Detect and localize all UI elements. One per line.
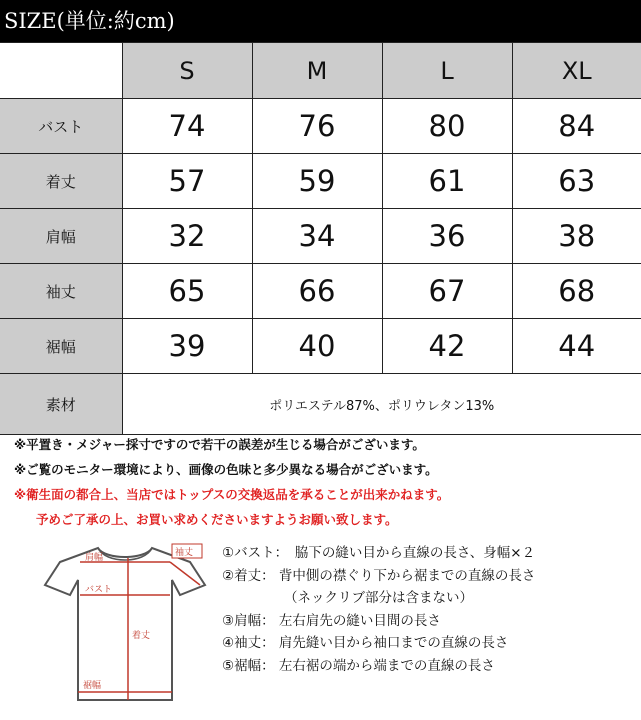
- cell-value: 57: [122, 154, 252, 209]
- table-row: [0, 154, 641, 209]
- material-value: ポリエステル87%、ポリウレタン13%: [122, 374, 641, 435]
- measure-sleeve: ④袖丈： 肩先縫い目から袖口までの直線の長さ: [222, 635, 509, 651]
- cell-value: 80: [382, 99, 512, 154]
- cell-value: 44: [512, 319, 641, 374]
- length-label: 着丈: [132, 631, 151, 641]
- size-col-m: M: [252, 43, 382, 99]
- size-col-s: S: [122, 43, 252, 99]
- cell-value: 65: [122, 264, 252, 319]
- cell-value: 42: [382, 319, 512, 374]
- size-col-l: L: [382, 43, 512, 99]
- cell-value: 59: [252, 154, 382, 209]
- cell-value: 66: [252, 264, 382, 319]
- cell-value: 36: [382, 209, 512, 264]
- tshirt-diagram: [40, 540, 210, 710]
- measurement-guide: [222, 542, 637, 677]
- measure-length-note: （ネックリブ部分は含まない）: [284, 590, 473, 606]
- size-table: [0, 42, 641, 435]
- cell-value: 84: [512, 99, 641, 154]
- corner-cell: [0, 43, 122, 99]
- note-measurement-error: ※平置き・メジャー採寸ですので若干の誤差が生じる場合がございます。: [14, 437, 425, 452]
- measure-length: ②着丈： 背中側の襟ぐり下から裾までの直線の長さ: [222, 567, 536, 584]
- table-row: [0, 319, 641, 374]
- measure-shoulder: ③肩幅： 左右肩先の縫い目間の長さ: [222, 612, 441, 629]
- cell-value: 68: [512, 264, 641, 319]
- shoulder-label: 肩幅: [85, 553, 104, 563]
- row-label: 袖丈: [0, 264, 122, 319]
- hem-label: 裾幅: [83, 681, 102, 691]
- cell-value: 39: [122, 319, 252, 374]
- table-row: [0, 264, 641, 319]
- cell-value: 61: [382, 154, 512, 209]
- note-monitor-color: ※ご覧のモニター環境により、画像の色味と多少異なる場合がございます。: [14, 462, 438, 477]
- cell-value: 76: [252, 99, 382, 154]
- cell-value: 63: [512, 154, 641, 209]
- table-row: [0, 209, 641, 264]
- sleeve-label: 袖丈: [175, 548, 194, 558]
- measure-bust: ①バスト： 脇下の縫い目から直線の長さ、身幅×２: [222, 545, 536, 561]
- row-label: 肩幅: [0, 209, 122, 264]
- material-row: [0, 374, 641, 435]
- cell-value: 40: [252, 319, 382, 374]
- size-col-xl: XL: [512, 43, 641, 99]
- notes: [14, 432, 634, 532]
- cell-value: 74: [122, 99, 252, 154]
- note-no-returns: ※衛生面の都合上、当店ではトップスの交換返品を承ることが出来かねます。: [14, 487, 450, 502]
- material-label: 素材: [0, 374, 122, 435]
- row-label: 着丈: [0, 154, 122, 209]
- size-header-row: [0, 43, 641, 99]
- cell-value: 34: [252, 209, 382, 264]
- bust-label: バスト: [85, 585, 113, 595]
- size-header: [0, 0, 641, 42]
- cell-value: 32: [122, 209, 252, 264]
- row-label: バスト: [0, 99, 122, 154]
- note-acknowledgement: 予めご了承の上、お買い求めくださいますようお願い致します。: [36, 512, 398, 527]
- cell-value: 67: [382, 264, 512, 319]
- size-title: SIZE(単位:約cm): [4, 9, 175, 33]
- row-label: 裾幅: [0, 319, 122, 374]
- cell-value: 38: [512, 209, 641, 264]
- measure-hem: ⑤裾幅： 左右裾の端から端までの直線の長さ: [222, 657, 495, 674]
- table-row: [0, 99, 641, 154]
